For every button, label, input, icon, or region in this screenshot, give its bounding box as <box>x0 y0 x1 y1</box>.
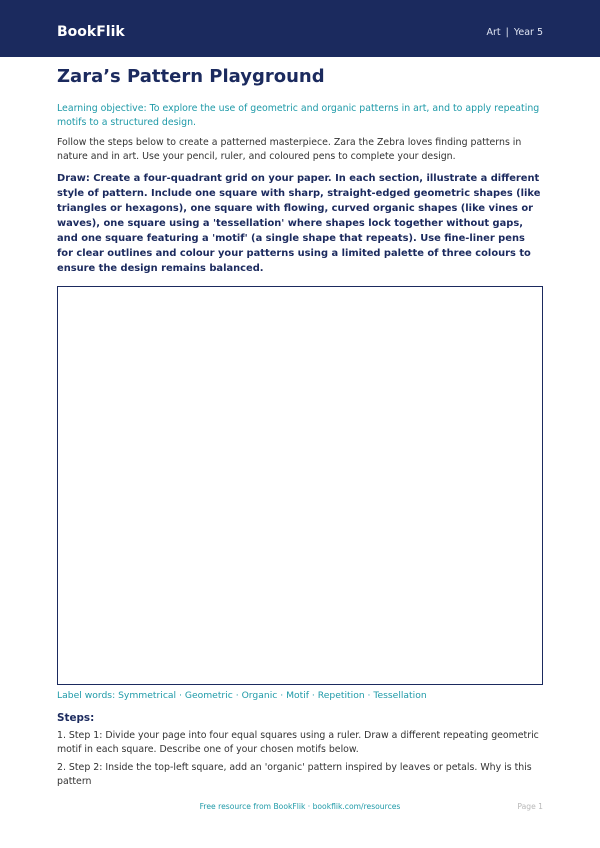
header-separator: | <box>505 27 509 38</box>
label-words: Label words: Symmetrical · Geometric · Organic · Motif · Repetition · Tessellation <box>57 690 427 701</box>
page-title: Zara’s Pattern Playground <box>57 66 325 87</box>
page-number: Page 1 <box>517 802 543 811</box>
learning-objective: Learning objective: To explore the use of geometric and organic patterns in art, and to apply repeating motifs to a structured design. <box>57 103 540 128</box>
subject-year-label <box>486 26 543 40</box>
intro-paragraph: Follow the steps below to create a patterned masterpiece. Zara the Zebra loves finding patterns in nature and in art. Use your pencil, ruler, and coloured pens to complete your design. <box>57 137 522 162</box>
drawing-area[interactable] <box>57 286 543 685</box>
brand-logo-text[interactable]: BookFlik <box>57 24 125 40</box>
footer-resource-link[interactable]: Free resource from BookFlik · bookflik.com/resources <box>199 802 401 811</box>
year-label: Year 5 <box>513 27 543 38</box>
header-bar <box>0 0 600 57</box>
step-item: 2. Step 2: Inside the top-left square, add an 'organic' pattern inspired by leaves or petals. Why is this pattern <box>57 762 532 787</box>
step-item: 1. Step 1: Divide your page into four equal squares using a ruler. Draw a different repeating geometric motif in each square. Describe one of your chosen motifs below. <box>57 730 539 755</box>
steps-heading: Steps: <box>57 712 95 724</box>
steps-list <box>57 729 543 787</box>
draw-task-instructions: Draw: Create a four-quadrant grid on your paper. In each section, illustrate a different style of pattern. Include one square with sharp, straight-edged geometric shapes (like triangles or hexagons), one square with flowing, curved organic shapes (like vines or waves), one square using a 'tessellation' where shapes lock together without gaps, and one square featuring a 'motif' (a single shape that repeats). Use fine-liner pens for clear outlines and colour your patterns using a limited palette of three colours to ensure the design remains balanced. <box>57 173 541 274</box>
subject-label: Art <box>486 27 501 38</box>
